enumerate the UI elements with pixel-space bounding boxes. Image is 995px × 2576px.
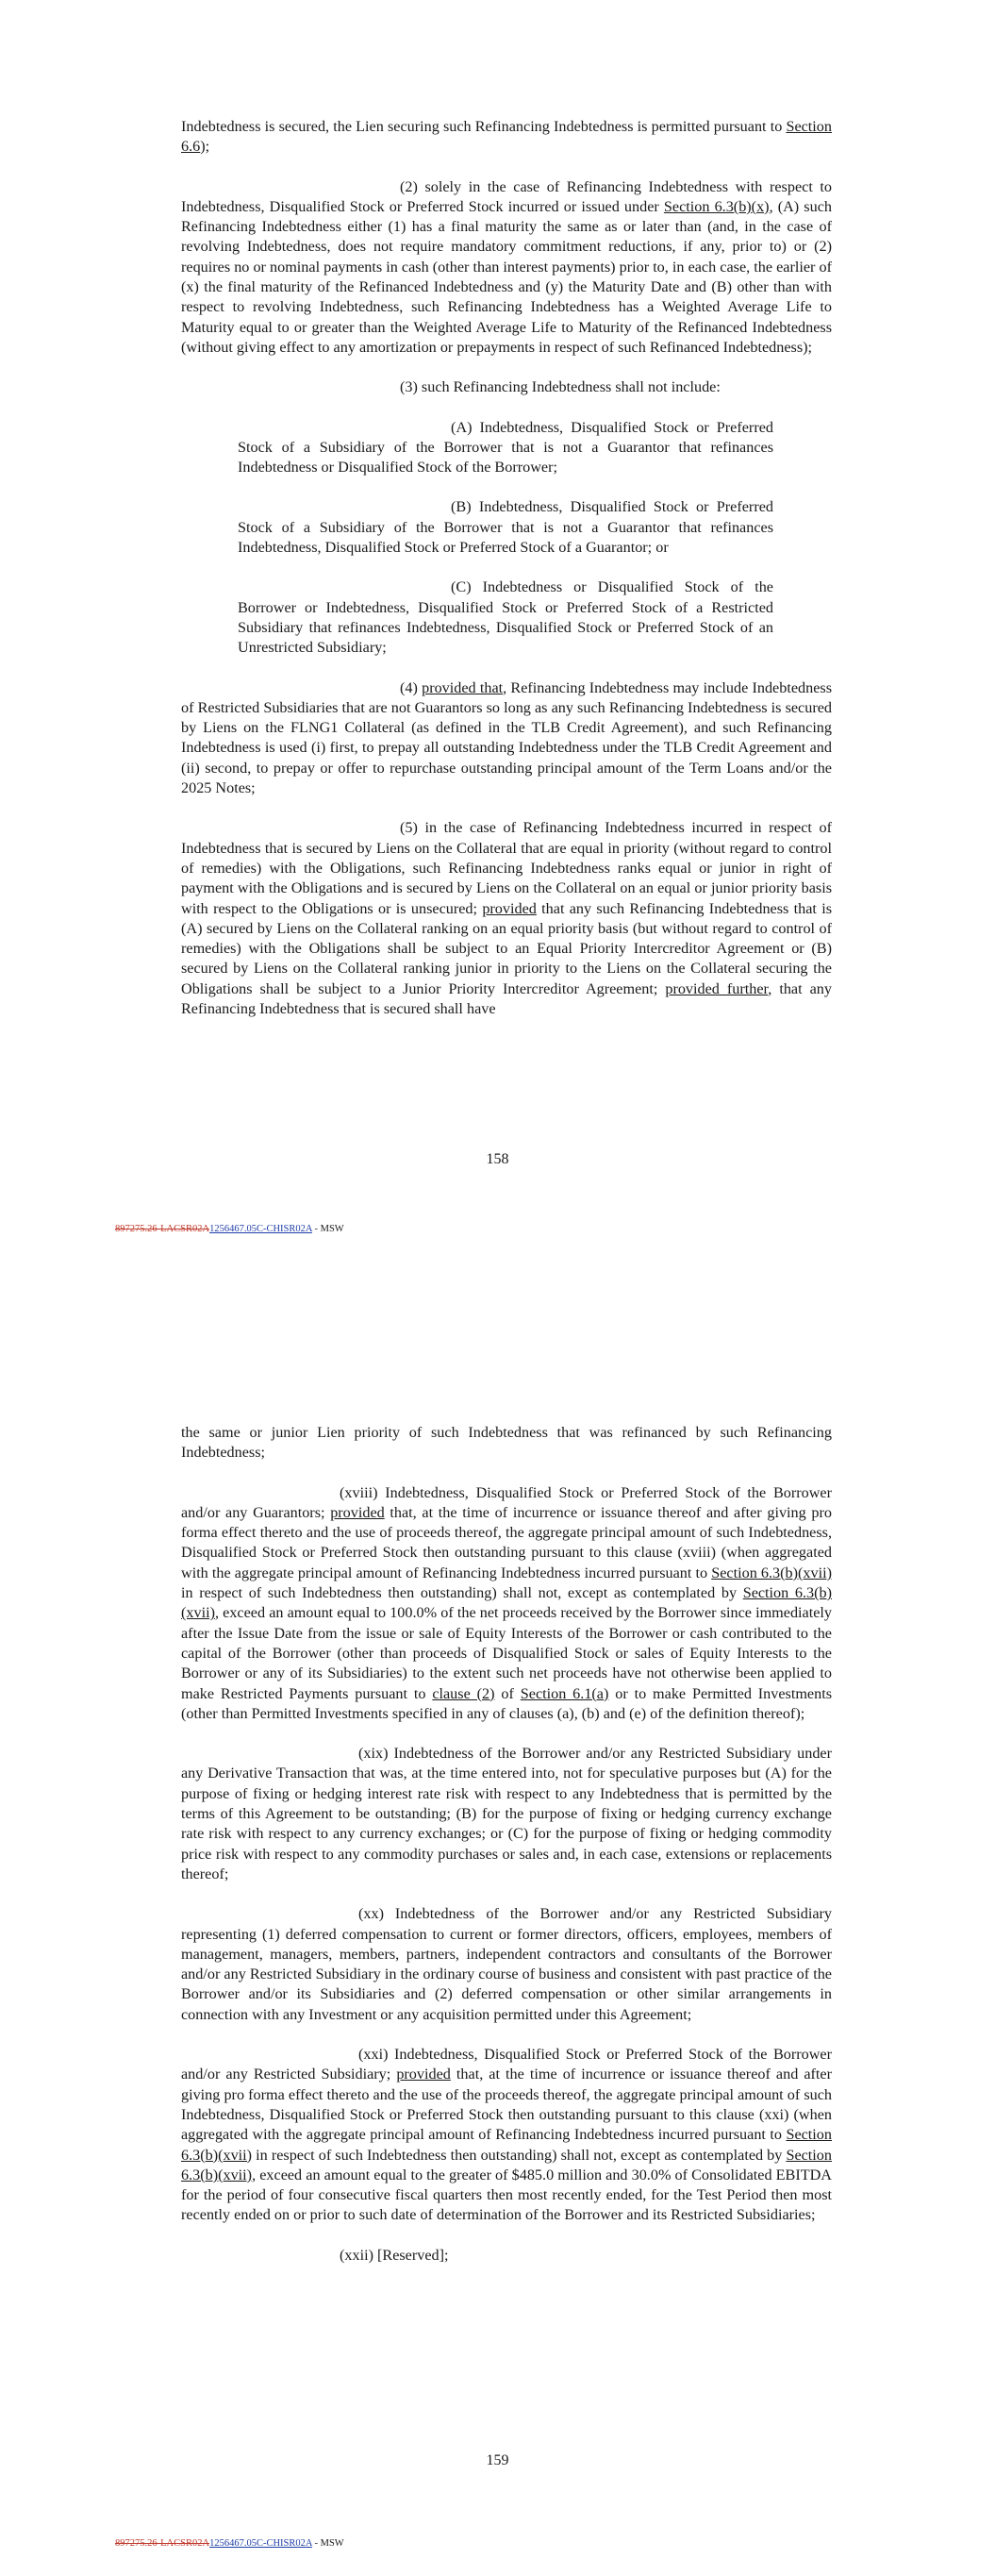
page-number: 159 (486, 2452, 509, 2468)
inserted-doc-id: 1256467.05C-CHISR02A (209, 1224, 312, 1234)
inserted-doc-id: 1256467.05C-CHISR02A (209, 2538, 312, 2549)
clause-3: (3) such Refinancing Indebtedness shall not include: (400, 378, 721, 396)
footer-suffix: MSW (320, 1224, 344, 1234)
clause-xxii: (xxii) [Reserved]; (340, 2246, 449, 2264)
clause-xix: (xix) Indebtedness of the Borrower and/or any Restricted Subsidiary under any Derivative Transaction that was, at the time entered into, not for speculative purposes but (A) for the purpose of fixing or hedging interest rate risk with respect to any Indebtedness that is permitted by the terms of this Agreement to be outstanding; (B) for the purpose of fixing or hedging currency exchange rate risk with respect to any currency exchanges; or (C) for the purpose of fixing or hedging commodity price risk with respect to any commodity purchases or sales and, in each case, extensions or replacements thereof; (181, 1745, 832, 1882)
proviso: provided further (665, 979, 769, 997)
proviso: provided (396, 2066, 451, 2083)
clause-2: (2) solely in the case of Refinancing Indebtedness with respect to Indebtedness, Disqualified Stock or Preferred Stock incurred or issued under Section 6.3(b)(x), (A) such Refinancing Indebtedness either (1) has a final maturity the same as or later than (and, in the case of revolving Indebtedness, does not require mandatory commitment reductions, if any, prior to) or (2) requires no or nominal payments in cash (other than interest payments) prior to, in each case, the earlier of (x) the final maturity of the Refinanced Indebtedness and (y) the Maturity Date and (B) other than with respect to revolving Indebtedness, such Refinancing Indebtedness has a Weighted Average Life to Maturity equal to or greater than the Weighted Average Life to Maturity of the Refinanced Indebtedness (without giving effect to any amortization or prepayments in respect of such Refinanced Indebtedness); (181, 177, 832, 356)
page-159 (0, 1288, 995, 2576)
section-reference: Section 6.3(b)(xvii) (181, 2146, 832, 2183)
clause-xx: (xx) Indebtedness of the Borrower and/or any Restricted Subsidiary representing (1) deferred compensation to current or former directors, officers, employees, members of management, managers, members, partners, independent contractors and consultants of the Borrower and/or any Restricted Subsidiary in the ordinary course of business and consistent with past practice of the Borrower and/or its Subsidiaries and (2) deferred compensation or other similar arrangements in connection with any Investment or any acquisition permitted under this Agreement; (181, 1905, 832, 2023)
subclause-b: (B) Indebtedness, Disqualified Stock or Preferred Stock of a Subsidiary of the Borrower that is not a Guarantor that refinances Indebtedness, Disqualified Stock or Preferred Stock of a Guarantor; or (238, 498, 773, 557)
clause-reference: clause (2) (432, 1684, 495, 1702)
section-reference: Section 6.6 (181, 118, 832, 156)
section-reference: Section 6.3(b)(x) (663, 197, 770, 215)
section-reference: Section 6.1(a) (520, 1684, 609, 1702)
document-footer: 897275.26-LACSR02A1256467.05C-CHISR02A - MSW (115, 2538, 344, 2549)
clause-4: (4) provided that, Refinancing Indebtedness may include Indebtedness of Restricted Subsidiaries that are not Guarantors so long as any such Refinancing Indebtedness is secured by Liens on the FLNG1 Collateral (as defined in the TLB Credit Agreement), and such Refinancing Indebtedness is used (i) first, to prepay all outstanding Indebtedness under the TLB Credit Agreement and (ii) second, to prepay or offer to repurchase outstanding principal amount of the Term Loans and/or the 2025 Notes; (181, 678, 832, 797)
clause-xxi: (xxi) Indebtedness, Disqualified Stock or Preferred Stock of the Borrower and/or any Restricted Subsidiary; provided that, at the time of incurrence or issuance thereof and after giving pro forma effect thereto and the use of the proceeds thereof, the aggregate principal amount of such Indebtedness, Disqualified Stock or Preferred Stock then outstanding pursuant to this clause (xxi) (when aggregated with the aggregate principal amount of Refinancing Indebtedness incurred pursuant to Section 6.3(b)(xvii) in respect of such Indebtedness then outstanding) shall not, except as contemplated by Section 6.3(b)(xvii), exceed an amount equal to the greater of $485.0 million and 30.0% of Consolidated EBITDA for the period of four consecutive fiscal quarters then most recently ended, for the Test Period then most recently ended on or prior to such date of determination of the Borrower and its Restricted Subsidiaries; (181, 2046, 832, 2224)
deleted-doc-id: 897275.26-LACSR02A (115, 1224, 210, 1234)
page-body (181, 117, 832, 1039)
section-reference: Section 6.3(b)(xvii) (711, 1564, 832, 1581)
paragraph-continuation: Indebtedness is secured, the Lien securing such Refinancing Indebtedness is permitted pursuant to Section 6.6); (181, 118, 832, 156)
page-body (181, 1423, 832, 2285)
section-reference: Section 6.3(b)(xvii) (181, 1584, 832, 1622)
page-number: 158 (486, 1151, 509, 1167)
clause-xviii: (xviii) Indebtedness, Disqualified Stock or Preferred Stock of the Borrower and/or any Guarantors; provided that, at the time of incurrence or issuance thereof and after giving pro forma effect thereto and the use of proceeds thereof, the aggregate principal amount of such Indebtedness, Disqualified Stock or Preferred Stock then outstanding pursuant to this clause (xviii) (when aggregated with the aggregate principal amount of Refinancing Indebtedness incurred pursuant to Section 6.3(b)(xvii) in respect of such Indebtedness then outstanding) shall not, except as contemplated by Section 6.3(b)(xvii), exceed an amount equal to 100.0% of the net proceeds received by the Borrower since immediately after the Issue Date from the issue or sale of Equity Interests of the Borrower or cash contributed to the capital of the Borrower (other than proceeds of Disqualified Stock or sales of Equity Interests to the Borrower or any of its Subsidiaries) to the extent such net proceeds have not otherwise been applied to make Restricted Payments pursuant to clause (2) of Section 6.1(a) or to make Permitted Investments (other than Permitted Investments specified in any of clauses (a), (b) and (e) of the definition thereof); (181, 1483, 833, 1722)
section-reference: Section 6.3(b)(xvii) (181, 2126, 832, 2164)
document-footer: 897275.26-LACSR02A1256467.05C-CHISR02A - MSW (115, 1224, 344, 1234)
proviso: provided that (422, 678, 504, 696)
clause-5: (5) in the case of Refinancing Indebtedness incurred in respect of Indebtedness that is secured by Liens on the Collateral that are equal in priority (without regard to control of remedies) with the Obligations, such Refinancing Indebtedness ranks equal or junior in right of payment with the Obligations and is secured by Liens on the Collateral on an equal or junior priority basis with respect to the Obligations or is unsecured; provided that any such Refinancing Indebtedness that is (A) secured by Liens on the Collateral ranking on an equal priority basis (but without regard to control of remedies) with the Obligations shall be subject to an Equal Priority Intercreditor Agreement or (B) secured by Liens on the Collateral ranking junior in priority to the Liens on the Collateral securing the Obligations shall be subject to a Junior Priority Intercreditor Agreement; provided further, that any Refinancing Indebtedness that is secured shall have (181, 819, 832, 1017)
proviso: provided (330, 1503, 385, 1521)
proviso: provided (482, 899, 537, 917)
footer-suffix: MSW (320, 2538, 344, 2549)
subclause-a: (A) Indebtedness, Disqualified Stock or Preferred Stock of a Subsidiary of the Borrower that is not a Guarantor that refinances Indebtedness or Disqualified Stock of the Borrower; (238, 418, 773, 477)
deleted-doc-id: 897275.26-LACSR02A (115, 2538, 210, 2549)
paragraph-continuation: the same or junior Lien priority of such Indebtedness that was refinanced by such Refinancing Indebtedness; (181, 1424, 832, 1462)
subclause-c: (C) Indebtedness or Disqualified Stock of the Borrower or Indebtedness, Disqualified Stock or Preferred Stock of a Restricted Subsidiary that refinances Indebtedness, Disqualified Stock or Preferred Stock of an Unrestricted Subsidiary; (238, 578, 773, 657)
